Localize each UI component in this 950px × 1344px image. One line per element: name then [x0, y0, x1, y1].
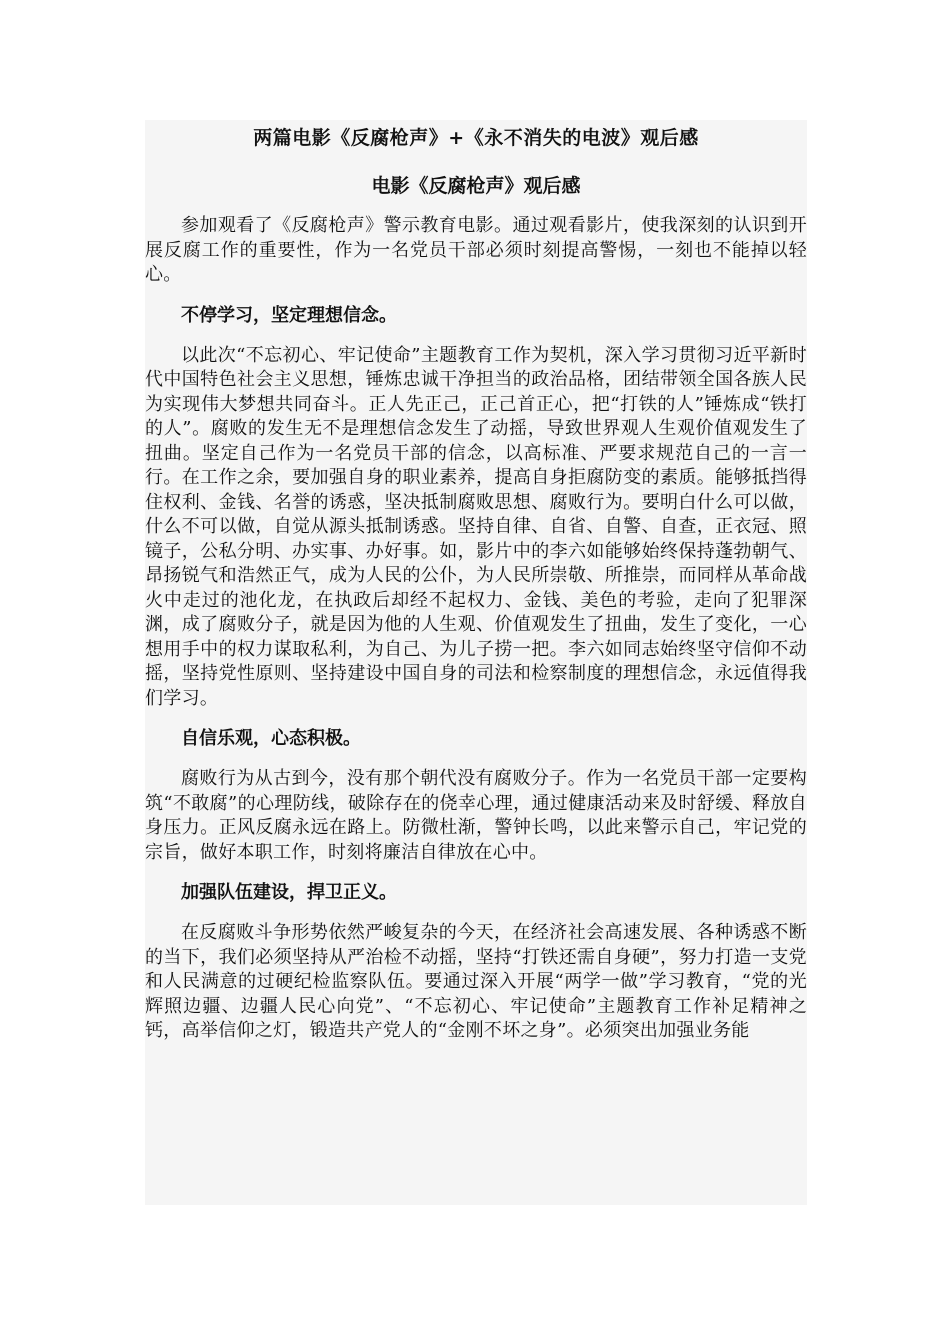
- intro-paragraph: 参加观看了《反腐枪声》警示教育电影。通过观看影片，使我深刻的认识到开展反腐工作的重要性，作为一名党员干部必须时刻提高警惕，一刻也不能掉以轻心。: [145, 215, 807, 285]
- document-title: 两篇电影《反腐枪声》+《永不消失的电波》观后感: [253, 127, 699, 149]
- document-page: [145, 120, 807, 1205]
- document-subtitle: 电影《反腐枪声》观后感: [371, 175, 581, 197]
- section-paragraph: 腐败行为从古到今，没有那个朝代没有腐败分子。作为一名党员干部一定要构筑“不敢腐”的心理防线，破除存在的侥幸心理，通过健康活动来及时舒缓、释放自身压力。正风反腐永远在路上。防微杜渐，警钟长鸣，以此来警示自己，牢记党的宗旨，做好本职工作，时刻将廉洁自律放在心中。: [145, 768, 807, 863]
- section-heading: 自信乐观，心态积极。: [181, 728, 361, 749]
- section-heading: 加强队伍建设，捍卫正义。: [181, 882, 397, 903]
- section-heading: 不停学习，坚定理想信念。: [181, 304, 397, 326]
- section-paragraph: 在反腐败斗争形势依然严峻复杂的今天，在经济社会高速发展、各种诱惑不断的当下，我们必须坚持从严治检不动摇，坚持“打铁还需自身硬”，努力打造一支党和人民满意的过硬纪检监察队伍。要通过深入开展“两学一做”学习教育，“党的光辉照边疆、边疆人民心向党”、“不忘初心、牢记使命”主题教育工作补足精神之钙，高举信仰之灯，锻造共产党人的“金刚不坏之身”。必须突出加强业务能: [145, 922, 807, 1041]
- section-paragraph: 以此次“不忘初心、牢记使命”主题教育工作为契机，深入学习贯彻习近平新时代中国特色社会主义思想，锤炼忠诚干净担当的政治品格，团结带领全国各族人民为实现伟大梦想共同奋斗。正人先正己，正己首正心，把“打铁的人”锤炼成“铁打的人”。腐败的发生无不是理想信念发生了动摇，导致世界观人生观价值观发生了扭曲。坚定自己作为一名党员干部的信念，以高标准、严要求规范自己的一言一行。在工作之余，要加强自身的职业素养，提高自身拒腐防变的素质。能够抵挡得住权利、金钱、名誉的诱惑，坚决抵制腐败思想、腐败行为。要明白什么可以做，什么不可以做，自觉从源头抵制诱惑。坚持自律、自省、自警、自查，正衣冠、照镜子，公私分明、办实事、办好事。如，影片中的李六如能够始终保持蓬勃朝气、昂扬锐气和浩然正气，成为人民的公仆，为人民所崇敬、所推崇，而同样从革命战火中走过的池化龙，在执政后却经不起权力、金钱、美色的考验，走向了犯罪深渊，成了腐败分子，就是因为他的人生观、价值观发生了扭曲，发生了变化，一心想用手中的权力谋取私利，为自己、为儿子捞一把。李六如同志始终坚守信仰不动摇，坚持党性原则、坚持建设中国自身的司法和检察制度的理想信念，永远值得我们学习。: [145, 344, 807, 709]
